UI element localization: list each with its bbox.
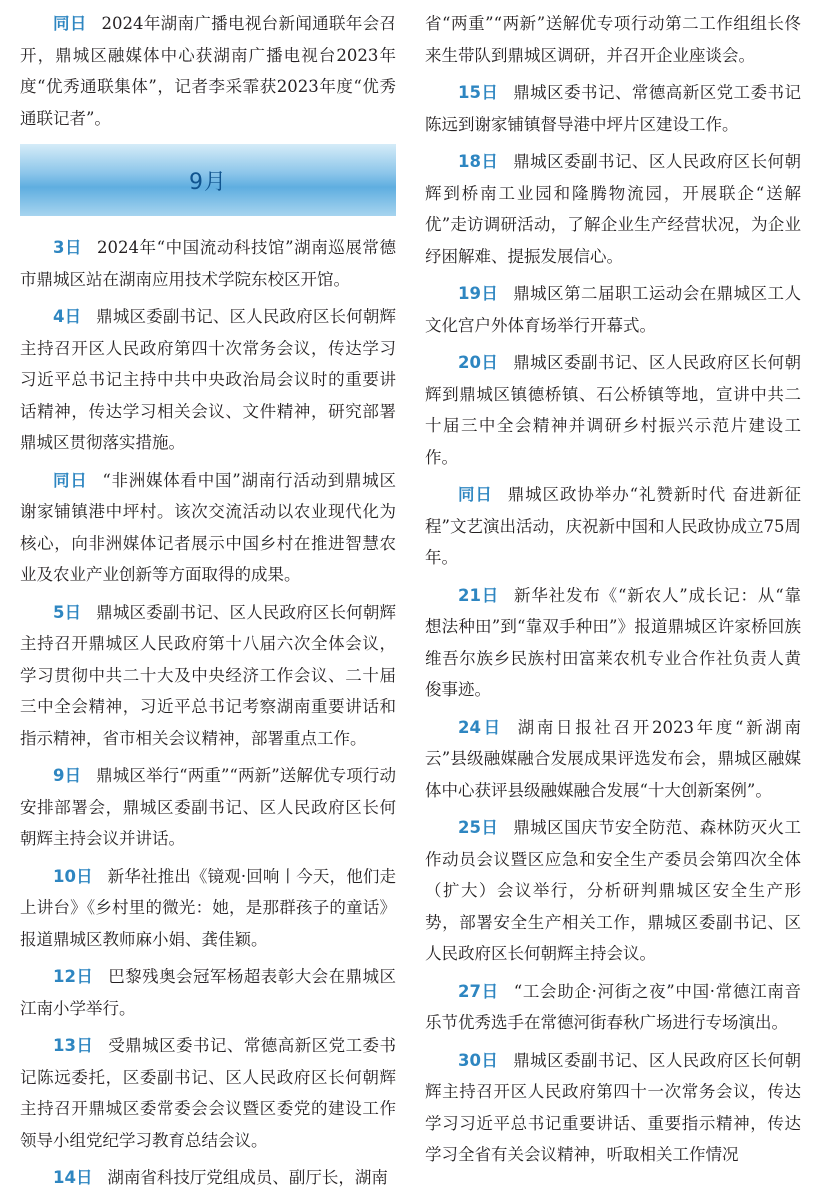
entry-text: 湖南日报社召开2023年度“新湖南云”县级融媒融合发展成果评选发布会，鼎城区融媒体中心获评县级融媒融合发展“十大创新案例”。 [425,717,801,800]
entry-item [425,712,801,807]
entry-item [20,861,396,956]
entry-date: 24日 [458,717,503,737]
entry-item [20,232,396,295]
entry-text: 鼎城区第二届职工运动会在鼎城区工人文化宫户外体育场举行开幕式。 [425,284,801,335]
entry-date: 9日 [53,766,82,785]
entry-text: 鼎城区委副书记、区人民政府区长何朝辉到鼎城区镇德桥镇、石公桥镇等地，宣讲中共二十届三中全会精神并调研乡村振兴示范片建设工作。 [425,353,801,467]
entry-text: 鼎城区委副书记、区人民政府区长何朝辉主持召开区人民政府第四十一次常务会议，传达学习习近平总书记重要讲话、重要指示精神，传达学习全省有关会议精神，听取相关工作情况 [425,1050,801,1164]
entry-date: 同日 [53,470,88,490]
entry-text: 巴黎残奥会冠军杨超表彰大会在鼎城区江南小学举行。 [20,967,396,1018]
entry-text: 鼎城区委副书记、区人民政府区长何朝辉主持召开鼎城区人民政府第十八届六次全体会议，学习贯彻中共二十大及中央经济工作会议、二十届三中全会精神，习近平总书记考察湖南重要讲话和指示精神，省市相关会议精神，部署重点工作。 [20,602,397,748]
entry-top [20,8,396,134]
entry-text: 鼎城区政协举办“礼赞新时代 奋进新征程”文艺演出活动，庆祝新中国和人民政协成立75周年。 [425,485,801,567]
entry-text: 鼎城区举行“两重”“两新”送解优专项行动安排部署会，鼎城区委副书记、区人民政府区长何朝辉主持会议并讲话。 [20,766,396,848]
entry-text: 新华社发布《“新农人”成长记：从“靠想法种田”到“靠双手种田”》报道鼎城区许家桥回族维吾尔族乡民族村田富莱农机专业合作社负责人黄俊事迹。 [425,585,801,699]
entry-item [20,1030,396,1156]
entry-text: 2024年“中国流动科技馆”湖南巡展常德市鼎城区站在湖南应用技术学院东校区开馆。 [20,238,396,289]
entry-date: 30日 [458,1050,499,1070]
entry-date: 27日 [458,981,499,1001]
entry-item [425,976,801,1039]
entry-date: 25日 [458,818,499,837]
entry-item [425,812,801,970]
entry-date: 19日 [458,284,499,303]
entry-date: 同日 [458,485,493,504]
entry-text: 受鼎城区委书记、常德高新区党工委书记陈远委托，区委副书记、区人民政府区长何朝辉主持召开鼎城区委常委会会议暨区委党的建设工作领导小组党纪学习教育总结会议。 [20,1036,396,1150]
entry-date: 14日 [53,1168,93,1187]
entry-text: 湖南省科技厅党组成员、副厅长，湖南 [107,1168,388,1187]
right-column [425,8,801,1177]
entry-date: 18日 [458,152,499,171]
entry-item [425,580,801,706]
left-column [20,8,396,1200]
entry-text: 鼎城区委副书记、区人民政府区长何朝辉主持召开区人民政府第四十次常务会议，传达学习习近平总书记主持中共中央政治局会议时的重要讲话精神，传达学习相关会议、文件精神，研究部署鼎城区贯彻落实措施。 [20,307,397,452]
entry-text: “工会助企·河街之夜”中国·常德江南音乐节优秀选手在常德河街春秋广场进行专场演出。 [425,981,801,1032]
entry-item [425,479,801,574]
entry-continuation: 省“两重”“两新”送解优专项行动第二工作组组长佟来生带队到鼎城区调研，并召开企业座谈会。 [425,14,801,65]
entry-item [20,1162,396,1194]
entry-text: 新华社推出《镜观·回响丨今天，他们走上讲台》《乡村里的微光：她，是那群孩子的童话》报道鼎城区教师麻小娟、龚佳颖。 [20,866,396,949]
entry-item [425,77,801,140]
month-title: 9月 [189,169,227,195]
entry-text: 鼎城区委书记、常德高新区党工委书记陈远到谢家铺镇督导港中坪片区建设工作。 [425,83,801,134]
entry-date: 20日 [458,353,499,372]
entry-text: “非洲媒体看中国”湖南行活动到鼎城区谢家铺镇港中坪村。该次交流活动以农业现代化为核心，向非洲媒体记者展示中国乡村在推进智慧农业及农业产业创新等方面取得的成果。 [20,470,397,584]
entry-date: 同日 [53,14,87,33]
entry-date: 4日 [53,307,82,326]
month-header-banner [20,144,396,216]
entry-item [425,1045,801,1171]
entry-item [425,146,801,272]
entry-date: 21日 [458,585,500,605]
entry-date: 13日 [53,1036,94,1055]
entry-date: 10日 [53,866,93,886]
entry-item [20,465,396,591]
entry-text: 2024年湖南广播电视台新闻通联年会召开，鼎城区融媒体中心获湖南广播电视台2023年度“优秀通联集体”，记者李采霏获2023年度“优秀通联记者”。 [20,14,396,128]
entry-text: 鼎城区国庆节安全防范、森林防灭火工作动员会议暨区应急和安全生产委员会第四次全体（扩大）会议举行，分析研判鼎城区安全生产形势，部署安全生产相关工作，鼎城区委副书记、区人民政府区长何朝辉主持会议。 [425,818,801,963]
entry-item [20,961,396,1024]
entry-date: 12日 [53,967,94,986]
entry-date: 5日 [53,602,82,622]
entry-date: 15日 [458,83,499,102]
entry-date: 3日 [53,238,83,257]
entry-item [20,597,396,755]
entry-text: 鼎城区委副书记、区人民政府区长何朝辉到桥南工业园和隆腾物流园，开展联企“送解优”走访调研活动，了解企业生产经营状况，为企业纾困解难、提振发展信心。 [425,152,801,266]
entry-item [425,347,801,473]
entry-item [20,760,396,855]
entry-item [20,301,396,459]
entry-item [425,278,801,341]
